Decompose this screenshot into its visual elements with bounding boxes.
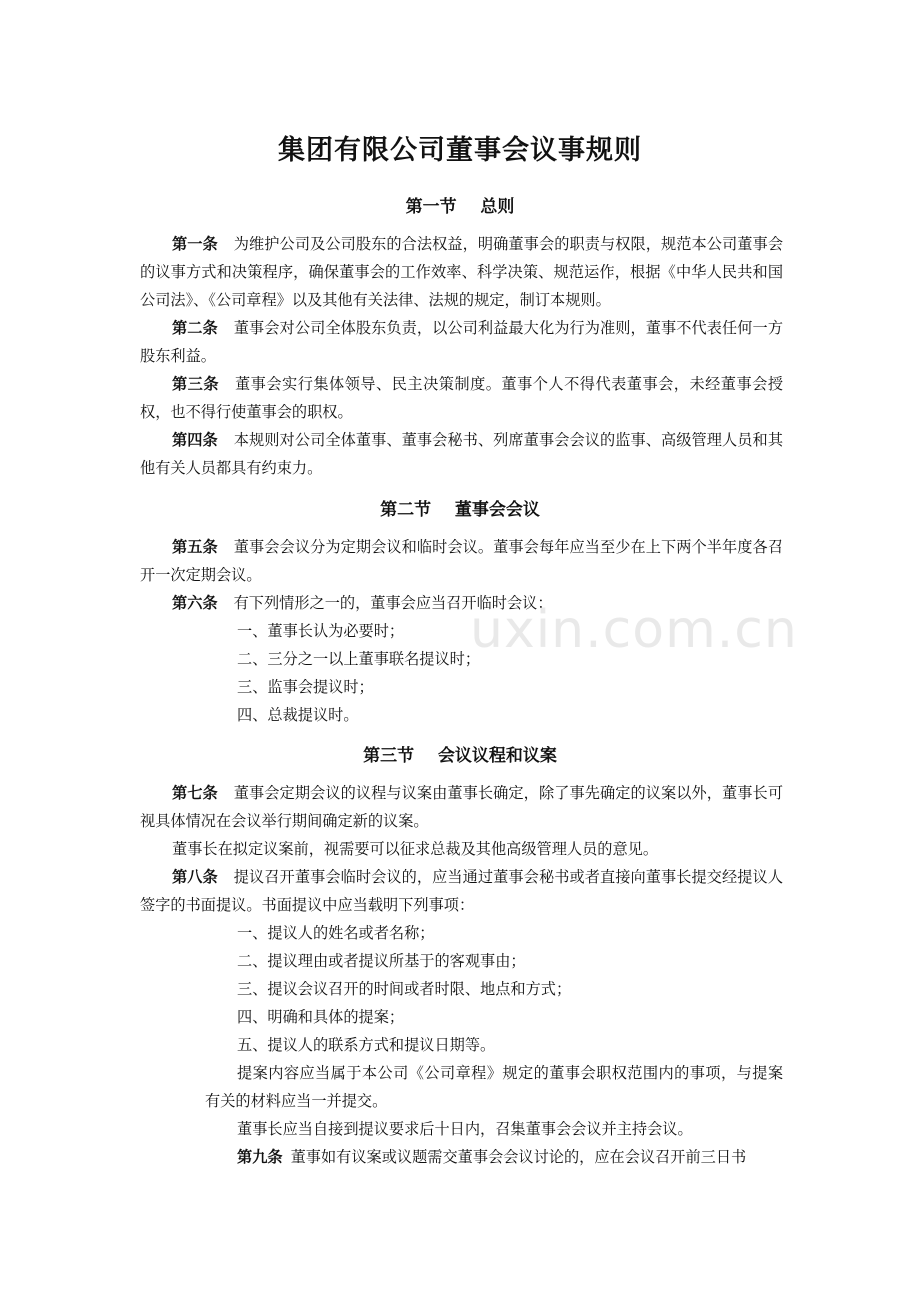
article-2 [140, 314, 783, 370]
article-number: 第二条 [172, 319, 218, 337]
article-text: 董事会会议分为定期会议和临时会议。董事会每年应当至少在上下两个半年度各召开一次定期会议。 [140, 538, 784, 584]
list-item: 三、监事会提议时； [237, 678, 374, 696]
list-item: 三、提议会议召开的时间或者时限、地点和方式； [237, 980, 572, 998]
article-text: 提议召开董事会临时会议的，应当通过董事会秘书或者直接向董事长提交经提议人签字的书面提议。书面提议中应当载明下列事项： [140, 868, 784, 914]
list-item: 四、明确和具体的提案； [237, 1008, 405, 1026]
article-number: 第三条 [172, 375, 220, 393]
article-number: 第六条 [172, 594, 218, 612]
article-text: 董事会定期会议的议程与议案由董事长确定，除了事先确定的议案以外，董事长可视具体情况在会议举行期间确定新的议案。 [140, 784, 784, 830]
article-4 [140, 426, 783, 482]
article-9 [205, 1143, 783, 1171]
watermark: uxin.com.cn [470, 600, 798, 660]
article-text: 为维护公司及公司股东的合法权益，明确董事会的职责与权限，规范本公司董事会的议事方式和决策程序，确保董事会的工作效率、科学决策、规范运作，根据《中华人民共和国公司法》、《公司章程》以及其他有关法律、法规的规定，制订本规则。 [140, 235, 784, 309]
article-5 [140, 533, 783, 589]
section-heading-2: 第二节 董事会会议 [380, 500, 540, 520]
article-1 [140, 230, 783, 314]
article-6 [140, 589, 783, 617]
article-7 [140, 779, 783, 835]
list-item: 一、提议人的姓名或者名称； [237, 924, 435, 942]
document-title: 集团有限公司董事会议事规则 [278, 135, 642, 166]
article-3 [140, 370, 783, 426]
section-heading-1: 第一节 总则 [405, 197, 515, 217]
article-8-proposal-note: 提案内容应当属于本公司《公司章程》规定的董事会职权范围内的事项，与提案有关的材料应当一并提交。 [205, 1064, 783, 1110]
article-7-paragraph: 董事长在拟定议案前，视需要可以征求总裁及其他高级管理人员的意见。 [172, 840, 658, 858]
article-8 [140, 863, 783, 919]
article-number: 第九条 [237, 1148, 283, 1166]
article-number: 第一条 [172, 235, 218, 253]
article-text: 本规则对公司全体董事、董事会秘书、列席董事会会议的监事、高级管理人员和其他有关人员都具有约束力。 [140, 431, 784, 477]
article-number: 第八条 [172, 868, 218, 886]
article-text: 董事如有议案或议题需交董事会会议讨论的，应在会议召开前三日书 [290, 1148, 747, 1166]
article-text: 董事会实行集体领导、民主决策制度。董事个人不得代表董事会，未经董事会授权，也不得行使董事会的职权。 [140, 375, 784, 421]
section-heading-3: 第三节 会议议程和议案 [363, 746, 557, 766]
article-number: 第四条 [172, 431, 218, 449]
article-text: 有下列情形之一的，董事会应当召开临时会议： [233, 594, 553, 612]
article-number: 第五条 [172, 538, 218, 556]
list-item: 五、提议人的联系方式和提议日期等。 [237, 1036, 496, 1054]
article-text: 董事会对公司全体股东负责，以公司利益最大化为行为准则，董事不代表任何一方股东利益。 [140, 319, 784, 365]
article-8-convene-note: 董事长应当自接到提议要求后十日内，召集董事会会议并主持会议。 [237, 1120, 693, 1138]
list-item: 二、三分之一以上董事联名提议时； [237, 650, 480, 668]
list-item: 四、总裁提议时。 [237, 706, 359, 724]
article-number: 第七条 [172, 784, 218, 802]
list-item: 一、董事长认为必要时； [237, 622, 405, 640]
list-item: 二、提议理由或者提议所基于的客观事由； [237, 952, 526, 970]
